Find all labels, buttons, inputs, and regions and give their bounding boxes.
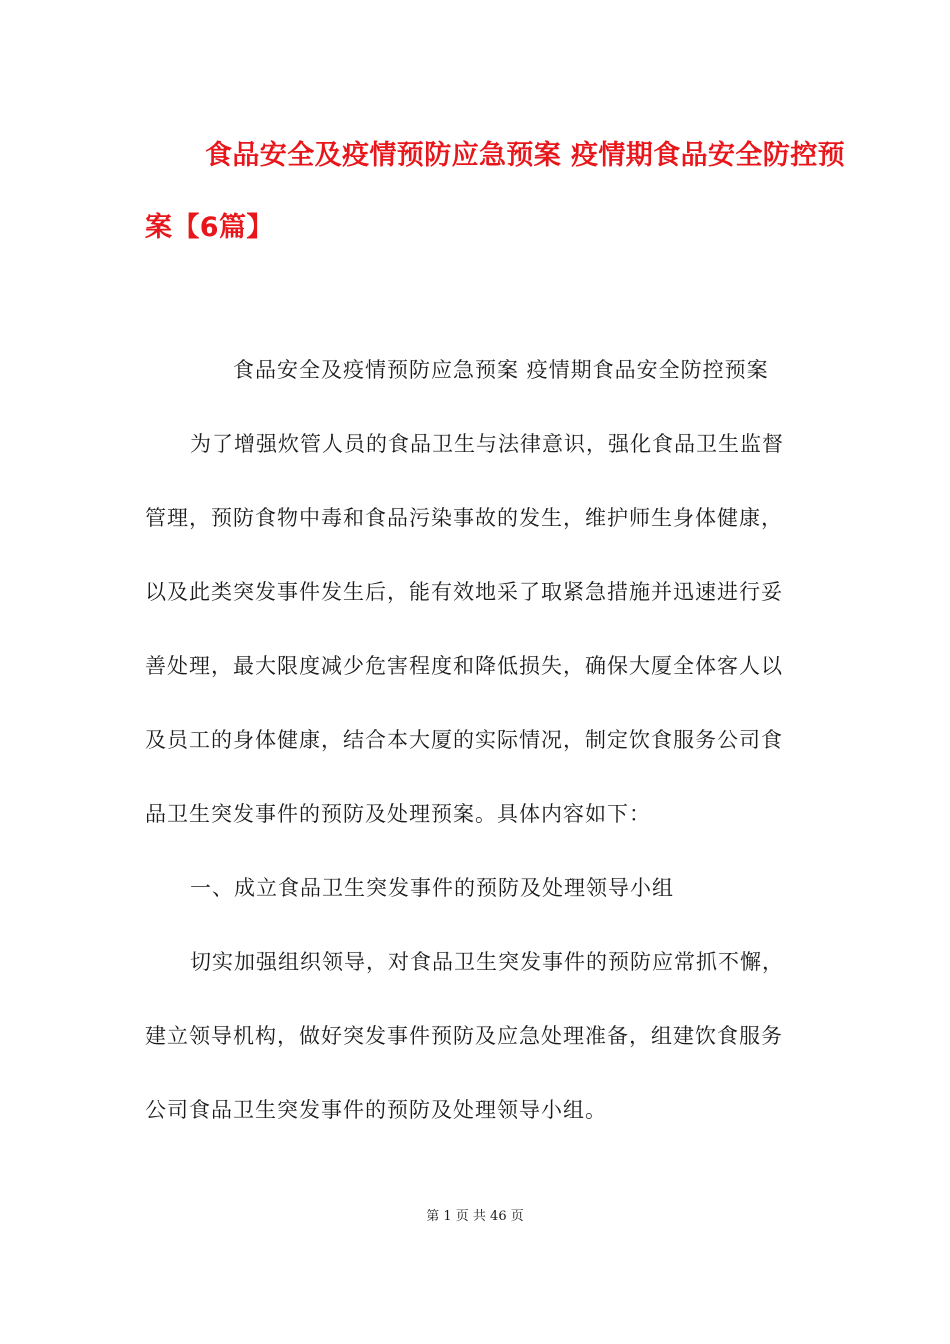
body-line-4: 善处理，最大限度减少危害程度和降低损失，确保大厦全体客人以 <box>145 654 783 678</box>
section-heading: 一、成立食品卫生突发事件的预防及处理领导小组 <box>190 876 674 900</box>
body-line-8: 切实加强组织领导，对食品卫生突发事件的预防应常抓不懈， <box>190 950 784 974</box>
page-footer: 第 1 页 共 46 页 <box>426 1209 524 1224</box>
body-line-1: 为了增强炊管人员的食品卫生与法律意识，强化食品卫生监督 <box>190 432 784 456</box>
body-line-10: 公司食品卫生突发事件的预防及处理领导小组。 <box>145 1098 607 1122</box>
body-line-3: 以及此类突发事件发生后，能有效地采了取紧急措施并迅速进行妥 <box>145 580 783 604</box>
body-line-6: 品卫生突发事件的预防及处理预案。具体内容如下： <box>145 802 651 826</box>
document-title-line-2: 案【6篇】 <box>145 212 274 243</box>
subtitle-line: 食品安全及疫情预防应急预案 疫情期食品安全防控预案 <box>233 358 769 382</box>
body-line-9: 建立领导机构，做好突发事件预防及应急处理准备，组建饮食服务 <box>145 1024 783 1048</box>
body-line-5: 及员工的身体健康，结合本大厦的实际情况，制定饮食服务公司食 <box>145 728 783 752</box>
document-title-line-1: 食品安全及疫情预防应急预案 疫情期食品安全防控预 <box>205 140 845 171</box>
body-line-2: 管理，预防食物中毒和食品污染事故的发生，维护师生身体健康， <box>145 506 783 530</box>
